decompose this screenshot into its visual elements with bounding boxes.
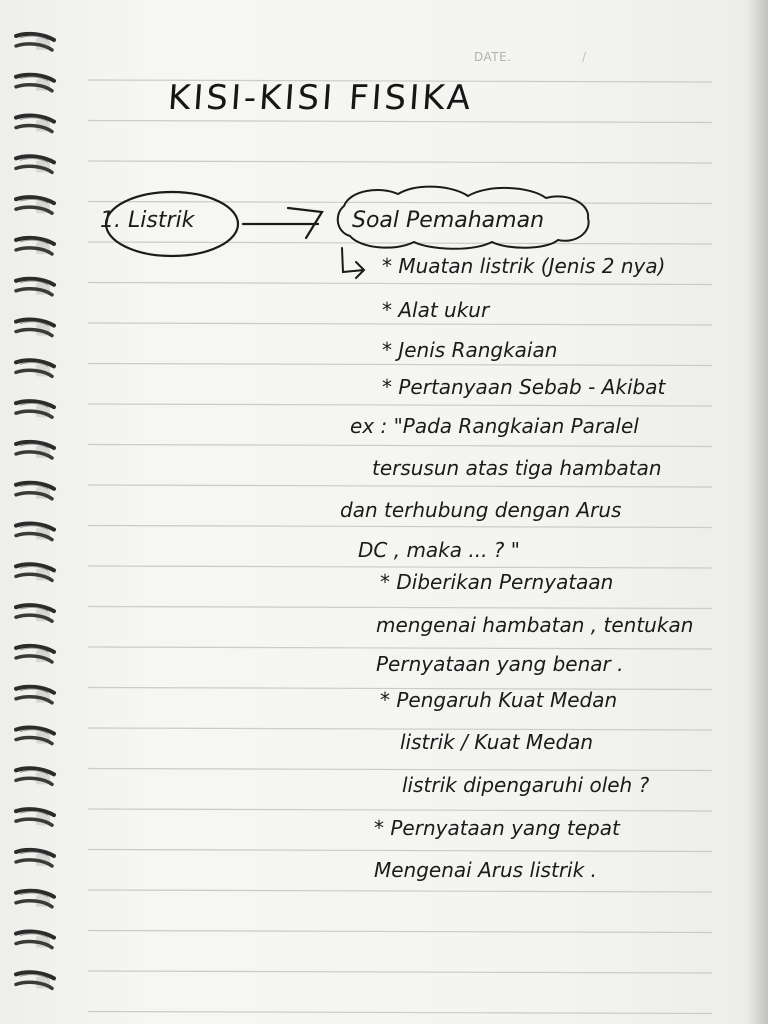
list-item: * Diberikan Pernyataan (380, 570, 614, 594)
list-item: DC , maka ... ? " (358, 538, 520, 562)
date-label: DATE. (474, 50, 512, 64)
list-item: tersusun atas tiga hambatan (372, 456, 662, 480)
date-slash: / (582, 50, 587, 64)
list-item: * Muatan listrik (Jenis 2 nya) (382, 254, 666, 278)
list-item: listrik dipengaruhi oleh ? (402, 773, 650, 797)
list-item: ex : "Pada Rangkaian Paralel (350, 414, 639, 438)
page-title: KISI-KISI FISIKA (166, 78, 475, 118)
topic-target: Soal Pemahaman (352, 208, 545, 233)
page-edge-shadow (746, 0, 768, 1024)
list-item: * Jenis Rangkaian (382, 338, 558, 362)
list-item: * Pernyataan yang tepat (374, 816, 620, 840)
list-item: * Alat ukur (382, 298, 490, 322)
list-item: Mengenai Arus listrik . (374, 858, 597, 882)
arrow-right-icon (243, 208, 322, 238)
list-item: Pernyataan yang benar . (376, 652, 624, 676)
list-item: mengenai hambatan , tentukan (376, 613, 694, 637)
return-arrow-icon (342, 248, 364, 278)
list-item: listrik / Kuat Medan (400, 730, 594, 754)
topic-label: 1. Listrik (100, 208, 195, 233)
list-item: dan terhubung dengan Arus (340, 498, 622, 522)
list-item: * Pertanyaan Sebab - Akibat (382, 375, 666, 399)
list-item: * Pengaruh Kuat Medan (380, 688, 618, 712)
